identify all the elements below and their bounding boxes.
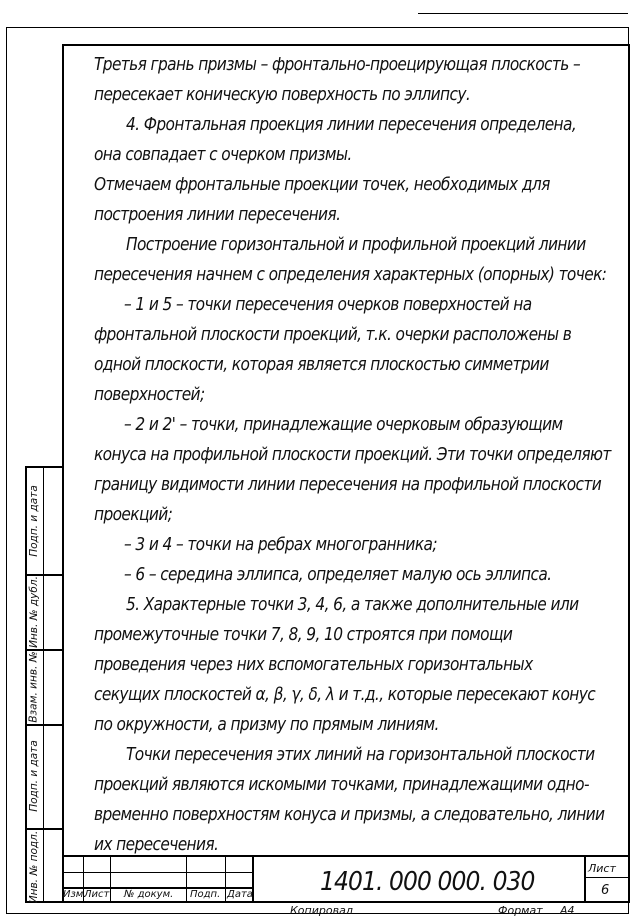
text-line: – 2 и 2' – точки, принадлежащие очерковым образующим	[124, 415, 563, 435]
tb-row-line	[62, 872, 252, 873]
text-line: она совпадает с очерком призмы.	[94, 145, 352, 165]
tb-label-podp: Подп.	[190, 889, 221, 900]
document-number: 1401. 000 000. 030	[320, 867, 535, 897]
text-line: границу видимости линии пересечения на профильной плоскости	[94, 475, 602, 495]
tb-sheet-label: Лист	[588, 862, 616, 875]
tb-col-line	[584, 857, 586, 903]
top-rule	[418, 13, 628, 14]
strip-divider	[43, 468, 44, 901]
tb-col-line	[225, 857, 226, 903]
tb-row-line	[584, 877, 630, 878]
text-line: Третья грань призмы – фронтально-проецирующая плоскость –	[94, 55, 581, 75]
strip-label-vzam-inv: Взам. инв. №	[28, 650, 41, 723]
strip-label-podp-data-1: Подп. и дата	[28, 485, 40, 557]
tb-label-list: Лист	[84, 889, 110, 900]
footer-format-value: А4	[560, 904, 575, 917]
text-line: промежуточные точки 7, 8, 9, 10 строятся при помощи	[94, 625, 513, 645]
text-line: их пересечения.	[94, 835, 219, 855]
text-line: по окружности, а призму по прямым линиям.	[94, 715, 439, 735]
text-line: – 6 – середина эллипса, определяет малую ось эллипса.	[124, 565, 552, 585]
text-line: поверхностей;	[94, 385, 205, 405]
side-signature-strip	[25, 466, 62, 903]
title-block	[62, 855, 630, 903]
text-line: – 3 и 4 – точки на ребрах многогранника;	[124, 535, 437, 555]
text-line: секущих плоскостей α, β, γ, δ, λ и т.д., которые пересекают конус	[94, 685, 596, 705]
text-line: построения линии пересечения.	[94, 205, 341, 225]
text-line: одной плоскости, которая является плоскостью симметрии	[94, 355, 549, 375]
footer-format-label: Формат	[498, 904, 543, 917]
text-line: проекций;	[94, 505, 173, 525]
text-line: проекций являются искомыми точками, принадлежащими одно-	[94, 775, 589, 795]
text-line: конуса на профильной плоскости проекций. Эти точки определяют	[94, 445, 611, 465]
text-line: 5. Характерные точки 3, 4, 6, а также дополнительные или	[126, 595, 579, 615]
text-line: Построение горизонтальной и профильной проекций линии	[126, 235, 586, 255]
strip-label-podp-data-2: Подп. и дата	[28, 740, 40, 812]
text-line: временно поверхностям конуса и призмы, а следовательно, линии	[94, 805, 605, 825]
text-line: пересечения начнем с определения характерных (опорных) точек:	[94, 265, 607, 285]
tb-label-data: Дата	[227, 889, 253, 900]
text-line: фронтальной плоскости проекций, т.к. очерки расположены в	[94, 325, 572, 345]
text-line: Отмечаем фронтальные проекции точек, необходимых для	[94, 175, 550, 195]
text-line: Точки пересечения этих линий на горизонтальной плоскости	[126, 745, 595, 765]
tb-label-doc: № докум.	[124, 889, 174, 900]
tb-col-line	[186, 857, 187, 903]
text-line: проведения через них вспомогательных горизонтальных	[94, 655, 533, 675]
text-line: – 1 и 5 – точки пересечения очерков поверхностей на	[124, 295, 532, 315]
tb-sheet-number: 6	[601, 883, 610, 898]
tb-label-izm: Изм.	[63, 889, 87, 900]
strip-label-inv-podl: Инв. № подл.	[28, 830, 41, 903]
strip-label-inv-dubl: Инв. № дубл.	[28, 575, 40, 648]
text-line: 4. Фронтальная проекция линии пересечения определена,	[126, 115, 577, 135]
text-line: пересекает коническую поверхность по эллипсу.	[94, 85, 471, 105]
footer-kopiroval: Копировал	[290, 904, 353, 917]
tb-col-line	[110, 857, 111, 903]
